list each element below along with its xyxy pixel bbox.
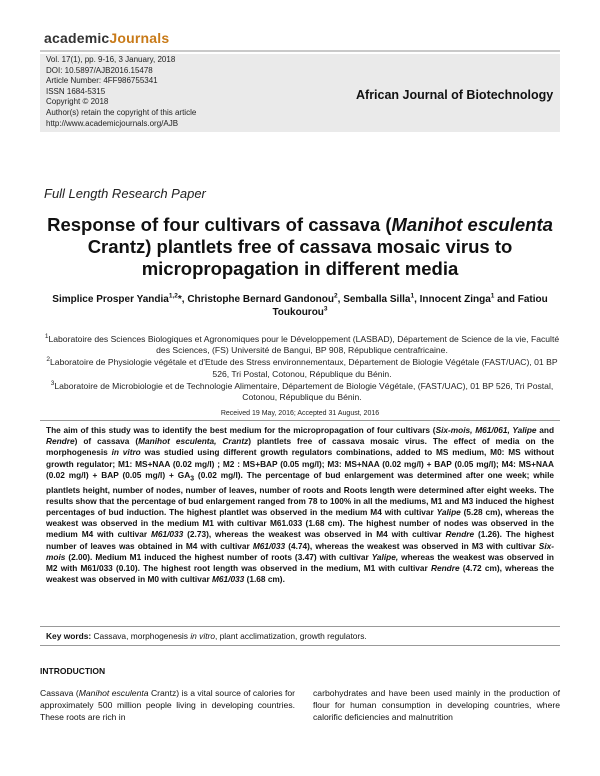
- meta-article-number: Article Number: 4FF986755341: [46, 76, 158, 86]
- affiliation: $^3$Laboratoire de Microbiologie et de Technologie Alimentaire, Département de Biologie Végétale, (FAST/UAC), 01 BP 526, Tri Postal, Cotonou, République du Bénin.: [50, 379, 554, 403]
- author-list: Simplice Prosper Yandia$^{1,2}$*, Christophe Bernard Gandonou$^2$, Semballa Silla$^1$, Innocent Zinga$^1$ and Fatiou Toukourou$^3$: [52, 292, 548, 318]
- meta-rights: Author(s) retain the copyright of this article: [46, 107, 197, 117]
- affiliation: $^2$Laboratoire de Physiologie végétale et d'Etude des Stress environnementaux, Département de Biologie Végétale (FAST/UAC), 01 BP 526, Tri Postal, Cotonou, République du Bénin.: [46, 356, 558, 379]
- author-name: Fatiou Toukourou: [272, 294, 548, 318]
- affiliation: $^1$Laboratoire des Sciences Biologiques et Agronomiques pour le Développement (LASBAD), Département de Science de la vie, Faculté des Sciences, (FS) Université de Bangui, BP 908, République centrafricaine.: [44, 333, 560, 356]
- abstract: The aim of this study was to identify the best medium for the micropropagation of four cultivars (Six-mois, M61/061, Yalipe and Rendre) of cassava (Manihot esculenta, Crantz) plantlets free of cassava mosaic virus. The effect of media on the morphogenesis in vitro was studied using different growth regulators combinations, added to MS medium, M0: MS without growth regulator; M1: MS+NAA (0.02 mg/l) ; M2 : MS+BAP (0.05 mg/l); M3: MS+NAA (0.02 mg/l) + BAP (0.05 mg/l); M4: MS+NAA (0.02 mg/l) + BAP (0.05 $mg/l) + GA_3$ (0.02 mg/l). The percentage of bud enlargement was determined after one week; while plantlets height, number of nodes, number of leaves, number of roots and Roots length were determined after eight weeks. The results show that the percentage of bud enlargement ranged from 78 to 100% in all the mediums, M1 and M3 induced the highest percentages of bud induction. The highest plantlet was observed in the medium M4 with cultivar Yalipe (5.28 cm), whereas the weakest was observed in the medium M1 with cultivar M61.033 (1.68 cm). The highest number of nodes was observed in the medium M4 with cultivar M61/033 (2.73), whereas the weakest was observed in M4 with cultivar Rendre (1.26). The highest number of leaves was obtained in M4 with cultivar M61/033 (4.74), whereas the weakest was observed in M3 with cultivar Six-mois (2.00). Medium M1 induced the highest number of roots (3.47) with cultivar Yalipe, whereas the weakest was observed in M2 with M61/033 (0.10). The highest root length was observed in the medium, M1 with cultivar Rendre (4.72 cm), whereas the weakest was observed in M0 with cultivar M61/033 (1.68 cm).: [46, 425, 555, 585]
- section-heading: INTRODUCTION: [40, 666, 106, 676]
- divider: [40, 420, 560, 421]
- author-name: Semballa Silla: [343, 294, 411, 305]
- journal-name: African Journal of Biotechnology: [356, 88, 554, 102]
- meta-issn: ISSN 1684-5315: [46, 86, 106, 96]
- author-name: Christophe Bernard Gandonou: [187, 294, 334, 305]
- author-name: Innocent Zinga: [419, 294, 491, 305]
- article-meta: [46, 55, 196, 129]
- meta-copyright: Copyright © 2018: [46, 97, 109, 107]
- meta-volume: Vol. 17(1), pp. 9-16, 3 January, 2018: [46, 55, 176, 64]
- keywords-label: Key words:: [46, 631, 92, 641]
- meta-url[interactable]: http://www.academicjournals.org/AJB: [46, 118, 179, 128]
- divider: [40, 645, 560, 646]
- paper-type: Full Length Research Paper: [44, 186, 206, 201]
- body-column-right: carbohydrates and have been used mainly in the production of flour for human consumption in developing countries, where calorific deficiencies and malnutrition: [313, 688, 560, 722]
- header-rule: [40, 50, 560, 52]
- divider: [40, 626, 560, 627]
- keywords: Key words: Cassava, morphogenesis in vitro, plant acclimatization, growth regulators.: [46, 631, 367, 641]
- meta-doi: DOI: 10.5897/AJB2016.15478: [46, 65, 153, 75]
- paper-title: Response of four cultivars of cassava (Manihot esculenta Crantz) plantlets free of cassava mosaic virus to micropropagation in different media: [47, 214, 553, 279]
- author-name: Simplice Prosper Yandia: [52, 294, 169, 305]
- body-column-left: Cassava (Manihot esculenta Crantz) is a vital source of calories for approximately 500 million people living in developing countries. These roots are rich in: [40, 688, 296, 722]
- affiliations: [44, 334, 560, 404]
- received-dates: Received 19 May, 2016; Accepted 31 August, 2016: [220, 410, 380, 417]
- publisher-logo: academicJournals: [44, 30, 170, 46]
